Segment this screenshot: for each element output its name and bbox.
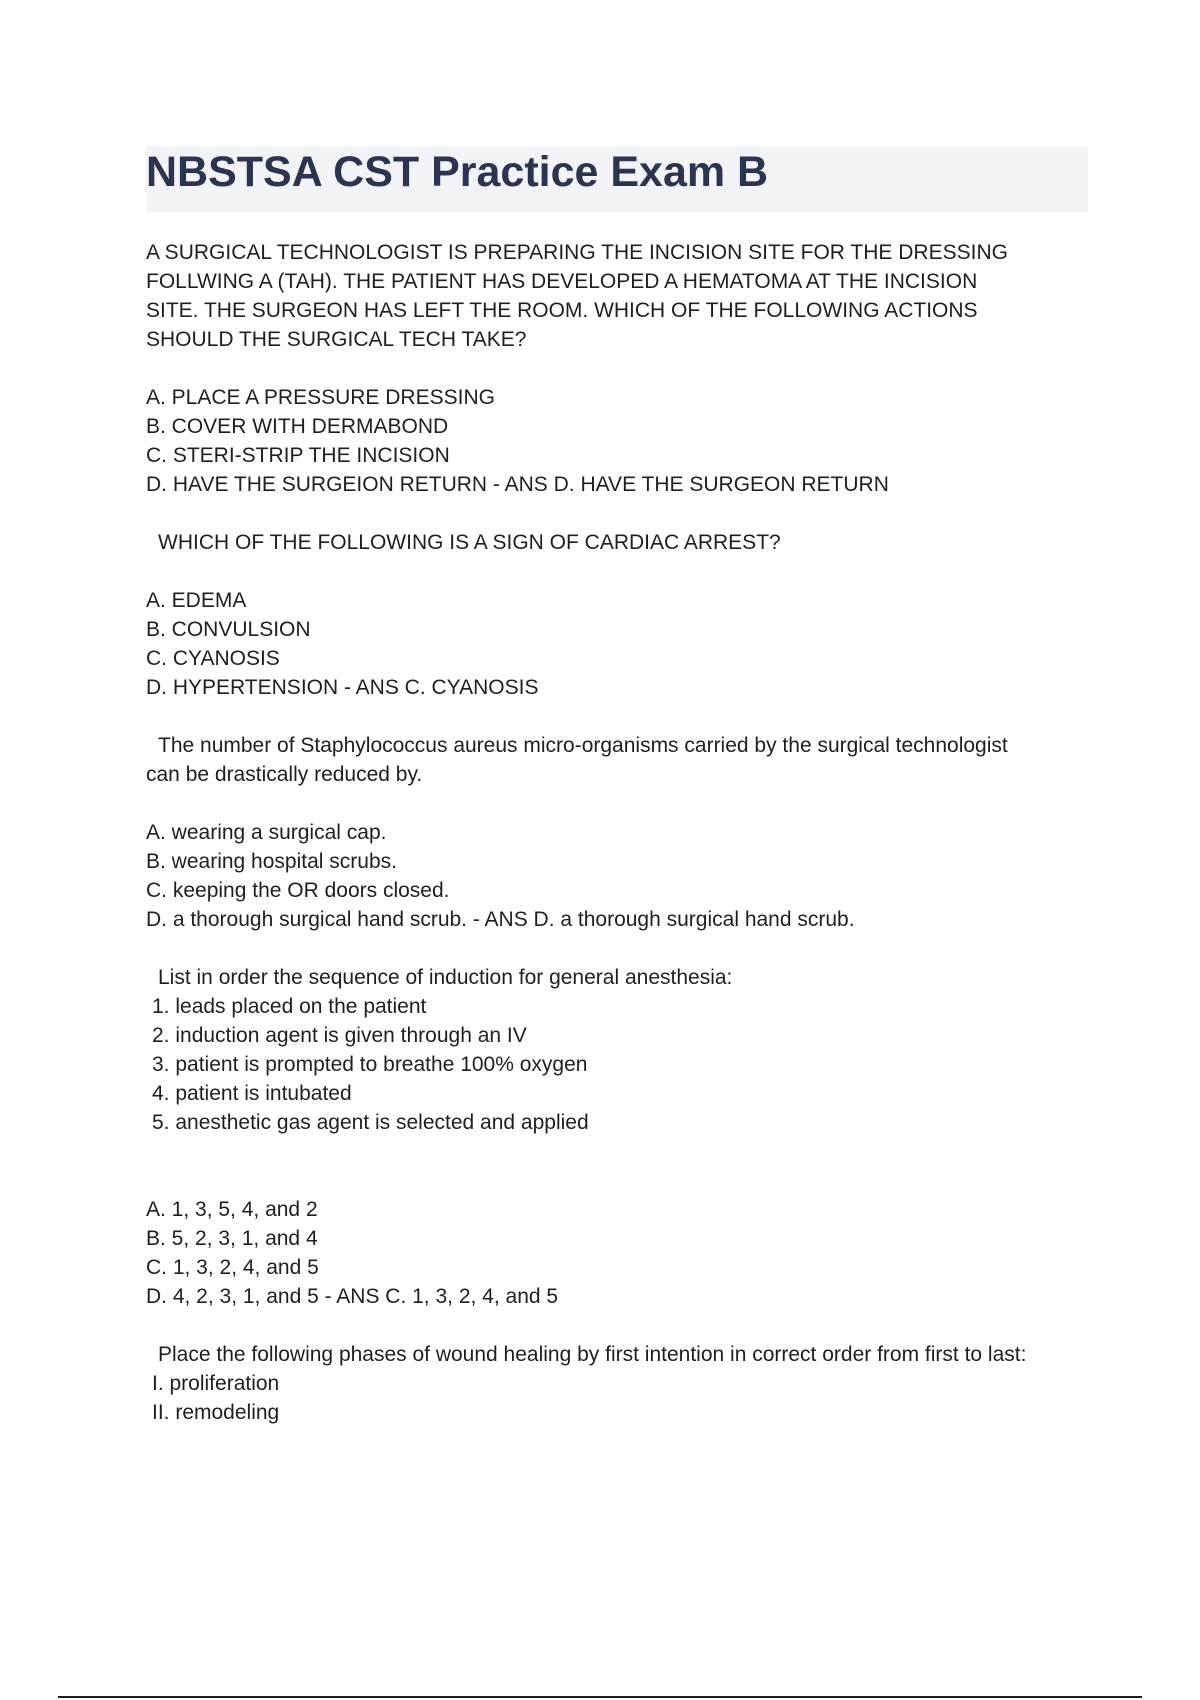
answer-option: B. 5, 2, 3, 1, and 4	[146, 1227, 318, 1250]
question-text-line: can be drastically reduced by.	[146, 763, 423, 786]
answer-option: C. 1, 3, 2, 4, and 5	[146, 1256, 319, 1279]
list-item: 3. patient is prompted to breathe 100% oxygen	[152, 1053, 588, 1076]
question-3-options	[146, 818, 1096, 934]
question-5-stem	[146, 1340, 1096, 1427]
footer-divider	[58, 1696, 1142, 1698]
question-1-options	[146, 383, 1096, 499]
answer-option: B. CONVULSION	[146, 618, 311, 641]
answer-option: B. wearing hospital scrubs.	[146, 850, 397, 873]
document-body	[146, 238, 1096, 1456]
list-item: 2. induction agent is given through an IV	[152, 1024, 527, 1047]
healing-phases-list	[146, 1369, 1096, 1427]
list-item: 5. anesthetic gas agent is selected and applied	[152, 1111, 589, 1134]
answer-option-with-answer: D. HYPERTENSION - ANS C. CYANOSIS	[146, 676, 539, 699]
question-2-stem	[146, 528, 1096, 557]
list-item: 1. leads placed on the patient	[152, 995, 427, 1018]
answer-option: A. PLACE A PRESSURE DRESSING	[146, 386, 495, 409]
induction-steps-list	[146, 992, 1096, 1137]
question-text-line: SHOULD THE SURGICAL TECH TAKE?	[146, 328, 527, 351]
page-title: NBSTSA CST Practice Exam B	[146, 148, 769, 196]
question-text-line: The number of Staphylococcus aureus micro-organisms carried by the surgical technologist	[158, 734, 1008, 757]
answer-option: A. EDEMA	[146, 589, 247, 612]
question-1-stem	[146, 238, 1096, 354]
question-4-options	[146, 1195, 1096, 1311]
question-text-line: List in order the sequence of induction for general anesthesia:	[158, 966, 733, 989]
answer-option: C. keeping the OR doors closed.	[146, 879, 450, 902]
list-item: 4. patient is intubated	[152, 1082, 352, 1105]
question-text-line: Place the following phases of wound healing by first intention in correct order from first to last:	[158, 1343, 1027, 1366]
question-text-line: A SURGICAL TECHNOLOGIST IS PREPARING THE INCISION SITE FOR THE DRESSING	[146, 241, 1008, 264]
answer-option: A. wearing a surgical cap.	[146, 821, 387, 844]
answer-option-with-answer: D. HAVE THE SURGEION RETURN - ANS D. HAVE THE SURGEON RETURN	[146, 473, 889, 496]
list-item: II. remodeling	[152, 1401, 280, 1424]
spacer	[146, 1166, 1096, 1195]
answer-option: C. CYANOSIS	[146, 647, 280, 670]
question-text-line: WHICH OF THE FOLLOWING IS A SIGN OF CARDIAC ARREST?	[158, 531, 781, 554]
answer-option: A. 1, 3, 5, 4, and 2	[146, 1198, 318, 1221]
question-text-line: SITE. THE SURGEON HAS LEFT THE ROOM. WHICH OF THE FOLLOWING ACTIONS	[146, 299, 978, 322]
answer-option-with-answer: D. a thorough surgical hand scrub. - ANS D. a thorough surgical hand scrub.	[146, 908, 855, 931]
list-item: I. proliferation	[152, 1372, 280, 1395]
question-2-options	[146, 586, 1096, 702]
answer-option: B. COVER WITH DERMABOND	[146, 415, 449, 438]
question-text-line: FOLLWING A (TAH). THE PATIENT HAS DEVELOPED A HEMATOMA AT THE INCISION	[146, 270, 978, 293]
question-3-stem	[146, 731, 1096, 789]
answer-option-with-answer: D. 4, 2, 3, 1, and 5 - ANS C. 1, 3, 2, 4, and 5	[146, 1285, 559, 1308]
answer-option: C. STERI-STRIP THE INCISION	[146, 444, 450, 467]
question-4-stem	[146, 963, 1096, 1137]
